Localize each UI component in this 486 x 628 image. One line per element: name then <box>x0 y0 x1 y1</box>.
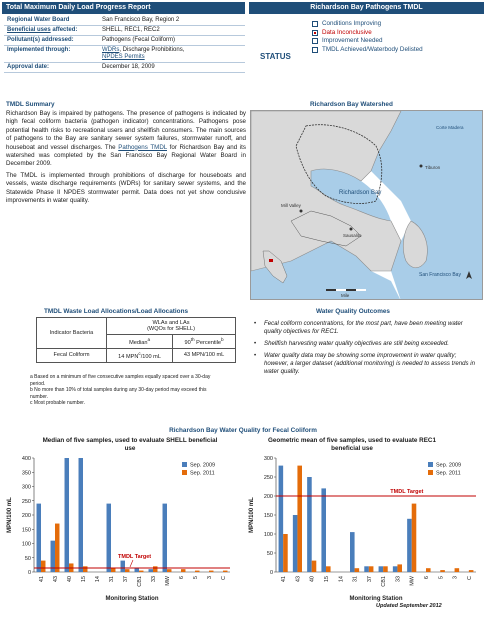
wla-footnotes <box>30 374 220 407</box>
bar-sep2011 <box>41 561 45 572</box>
wla-col-median <box>107 335 173 349</box>
bar-sep2011 <box>297 466 302 572</box>
bar-sep2009 <box>65 458 69 572</box>
wla-indicator-header: Indicator Bacteria <box>37 318 107 349</box>
x-tick-label: 3 <box>452 576 459 580</box>
tmdl-title: Richardson Bay Pathogens TMDL <box>310 4 423 11</box>
x-tick-label: 41 <box>281 576 288 583</box>
bar-sep2009 <box>121 561 125 572</box>
y-tick-label: 50 <box>24 555 31 562</box>
y-tick-label: 200 <box>21 513 31 519</box>
bar-sep2009 <box>364 566 369 572</box>
bar-sep2011 <box>426 568 431 572</box>
y-tick-label: 300 <box>21 484 31 491</box>
y-tick-label: 100 <box>21 541 31 548</box>
scale-label: Mile <box>341 293 350 298</box>
x-tick-label: 37 <box>123 576 129 583</box>
tiburon-dot <box>420 165 423 168</box>
info-value-mid: , Discharge Prohibitions, <box>119 47 185 53</box>
beneficial-uses-link[interactable]: Beneficial uses <box>7 27 51 33</box>
map-svg <box>251 111 483 300</box>
legend-label: Sep. 2011 <box>190 470 215 477</box>
tmdl-target-label: TMDL Target <box>390 489 424 495</box>
status-item <box>312 46 482 55</box>
watershed-map <box>250 110 483 300</box>
bar-sep2009 <box>163 504 167 572</box>
bar-sep2011 <box>153 566 157 572</box>
sausalito-dot <box>350 228 353 231</box>
bar-sep2009 <box>393 566 398 572</box>
rec1-geomean-chart <box>246 452 482 602</box>
y-tick-label: 400 <box>21 456 31 462</box>
info-row <box>4 46 245 63</box>
status-label: STATUS <box>260 52 291 61</box>
info-key: Regional Water Board <box>4 16 99 26</box>
y-axis-label: MPN/100 mL <box>7 497 13 533</box>
x-tick-label: 6 <box>179 576 185 580</box>
info-value: Pathogens (Fecal Coliform) <box>99 36 245 46</box>
legend-label: Sep. 2009 <box>190 462 216 469</box>
wla-header-top <box>107 318 236 335</box>
legend-swatch <box>428 462 433 467</box>
wla-row-label: Fecal Coliform <box>37 348 107 362</box>
report-title-bar <box>2 2 245 14</box>
bar-sep2009 <box>107 504 111 572</box>
y-tick-label: 200 <box>263 494 273 500</box>
bar-sep2009 <box>279 466 284 572</box>
wla-footnote-ref: c <box>138 350 141 356</box>
y-tick-label: 50 <box>266 551 273 557</box>
x-tick-label: 43 <box>53 576 59 583</box>
tmdl-target-label: TMDL Target <box>118 554 152 561</box>
map-label-corte: Corte Madera <box>436 125 464 130</box>
bar-sep2011 <box>55 524 59 572</box>
bar-sep2011 <box>139 571 143 572</box>
bar-sep2009 <box>37 504 41 572</box>
checkbox-icon <box>312 47 318 53</box>
shell-median-chart <box>4 452 236 602</box>
footer-updated: Updated September 2012 <box>376 603 442 609</box>
summary-title: TMDL Summary <box>6 101 55 108</box>
summary-text <box>6 110 246 205</box>
x-tick-label: 37 <box>366 576 373 583</box>
bar-sep2011 <box>195 571 199 572</box>
checked-checkbox-icon <box>312 30 318 36</box>
status-item <box>312 20 482 29</box>
bar-sep2009 <box>307 477 312 572</box>
tmdl-target-pointer <box>130 560 133 567</box>
info-row <box>4 16 245 26</box>
wla-table <box>36 317 236 363</box>
y-tick-label: 250 <box>263 475 273 481</box>
y-tick-label: 150 <box>21 527 31 534</box>
x-tick-label: 14 <box>338 576 345 583</box>
bar-sep2011 <box>223 571 227 572</box>
bar-sep2011 <box>283 534 288 572</box>
map-title: Richardson Bay Watershed <box>310 101 393 108</box>
mill-valley-dot <box>300 210 303 213</box>
info-key: Approval date: <box>4 63 99 73</box>
x-tick-label: 41 <box>39 576 45 583</box>
y-tick-label: 0 <box>27 570 31 576</box>
bar-sep2011 <box>355 568 360 572</box>
info-value: San Francisco Bay, Region 2 <box>99 16 245 26</box>
info-key: Pollutant(s) addressed: <box>4 36 99 46</box>
chart-2-title: Geometric mean of five samples, used to evaluate REC1 beneficial use <box>268 437 436 452</box>
x-tick-label: 3 <box>207 576 213 580</box>
wla-90th-value: 43 MPN/100 mL <box>173 348 236 362</box>
tmdl-title-bar <box>249 2 484 14</box>
x-tick-label: 33 <box>395 576 402 583</box>
wla-title: TMDL Waste Load Allocations/Load Allocations <box>44 308 189 315</box>
x-tick-label: MW <box>165 576 171 586</box>
summary-paragraph: The TMDL is implemented through prohibitions of discharge for houseboats and vessels, waste discharge requirements (WDRs) for sanitary sewer systems, and the Statewide Phase II NPDES stormwater permit. Data does not yet show conclusive improvements in water quality. <box>6 171 246 205</box>
x-tick-label: 14 <box>95 576 101 583</box>
bar-sep2011 <box>369 566 374 572</box>
x-tick-label: C <box>466 576 473 580</box>
report-title: Total Maximum Daily Load Progress Report <box>6 4 151 11</box>
map-label-sf-bay: San Francisco Bay <box>419 272 461 278</box>
wla-median-number: 14 MPN <box>118 353 139 360</box>
wla-median-value <box>107 348 173 362</box>
charts-title: Richardson Bay Water Quality for Fecal Coliform <box>169 427 317 434</box>
bar-sep2009 <box>321 488 326 572</box>
x-tick-label: 6 <box>424 576 430 580</box>
wla-col-median-label: Median <box>129 339 148 346</box>
info-value <box>99 46 245 63</box>
map-label-bay: Richardson Bay <box>339 190 382 196</box>
bar-sep2011 <box>125 569 129 572</box>
y-tick-label: 150 <box>263 513 273 519</box>
info-value: SHELL, REC1, REC2 <box>99 26 245 36</box>
wq-bullet: • Fecal coliform concentrations, for the most part, have been meeting water quality objectives for REC1. <box>254 320 480 336</box>
bar-sep2009 <box>407 519 412 572</box>
info-table <box>4 16 245 73</box>
bar-sep2011 <box>397 564 402 572</box>
wla-ordinal: th <box>190 337 195 342</box>
info-row <box>4 63 245 73</box>
summary-paragraph <box>6 110 246 169</box>
checkbox-icon <box>312 38 318 44</box>
legend-label: Sep. 2009 <box>436 462 462 469</box>
wq-title: Water Quality Outcomes <box>316 308 390 315</box>
bar-sep2009 <box>293 515 298 572</box>
status-item-label: Improvement Needed <box>322 37 383 44</box>
bar-sep2009 <box>350 532 355 572</box>
bar-sep2011 <box>455 568 460 572</box>
status-item <box>312 37 482 46</box>
footnote: c Most probable number. <box>30 400 86 407</box>
y-tick-label: 350 <box>21 470 31 477</box>
bar-sep2011 <box>312 561 317 572</box>
checkbox-icon <box>312 21 318 27</box>
npdes-permits-link[interactable]: NPDES Permits <box>102 54 145 60</box>
bar-sep2011 <box>209 571 213 572</box>
x-tick-label: 31 <box>109 576 115 583</box>
bar-sep2011 <box>383 566 388 572</box>
wq-bullet: • Shellfish harvesting water quality objectives are still being exceeded. <box>254 340 480 348</box>
legend-swatch <box>428 470 433 475</box>
map-label-sausalito: Sausalito <box>343 233 362 238</box>
legend-label: Sep. 2011 <box>436 470 461 477</box>
wla-col-90th-number: 90 <box>184 339 191 346</box>
x-axis-label: Monitoring Station <box>349 596 403 602</box>
legend-swatch <box>182 462 187 467</box>
wla-col-90th <box>173 335 236 349</box>
x-tick-label: MW <box>409 576 416 586</box>
wq-bullets <box>254 320 480 380</box>
bar-sep2009 <box>51 541 55 572</box>
bar-sep2011 <box>440 570 445 572</box>
y-tick-label: 250 <box>21 498 31 505</box>
status-item <box>312 29 482 38</box>
y-tick-label: 100 <box>263 532 273 538</box>
bar-sep2011 <box>326 566 331 572</box>
wla-footnote-ref: b <box>221 337 224 342</box>
wla-col-90th-label: Percentile <box>194 339 222 346</box>
info-row <box>4 36 245 46</box>
summary-text-b: for Richardson Bay and its watershed was completed by the San Francisco Bay Regional Water Board in December 2009. <box>6 143 246 168</box>
x-tick-label: 31 <box>352 576 359 583</box>
bar-sep2011 <box>167 569 171 572</box>
x-tick-label: 43 <box>295 576 302 583</box>
footnote: a Based on a minimum of five consecutive samples equally spaced over a 30-day period. <box>30 374 211 387</box>
footnote: b No more than 10% of total samples during any 30-day period may exceed this number. <box>30 387 207 400</box>
x-tick-label: C <box>221 576 227 580</box>
x-tick-label: 15 <box>81 576 87 583</box>
wla-header-top-line2: (WQOs for SHELL) <box>147 326 195 332</box>
info-key-rest: affected: <box>50 27 78 33</box>
status-list <box>312 20 482 54</box>
map-label-tiburon: Tiburon <box>425 165 441 170</box>
x-tick-label: CB1 <box>381 576 388 587</box>
bar-sep2011 <box>469 570 474 572</box>
x-tick-label: 40 <box>67 576 73 583</box>
x-tick-label: 5 <box>438 576 445 580</box>
legend-swatch <box>182 470 187 475</box>
y-tick-label: 300 <box>263 456 273 462</box>
info-key: Implemented through: <box>4 46 99 63</box>
x-tick-label: 15 <box>324 576 330 583</box>
wla-footnote-ref: a <box>147 337 151 342</box>
bar-sep2011 <box>83 566 87 572</box>
status-item-label: Data Inconclusive <box>322 28 372 36</box>
status-item-label: Conditions Improving <box>322 20 382 27</box>
x-tick-label: CB1 <box>137 576 143 587</box>
chart-1-title: Median of five samples, used to evaluate SHELL beneficial use <box>42 437 218 452</box>
pathogens-tmdl-link[interactable]: Pathogens TMDL <box>118 143 167 151</box>
wq-bullet: • Water quality data may be showing some improvement in water quality; however, a larger dataset (additional monitoring) is needed to assess trends in water quality. <box>254 352 480 376</box>
x-axis-label: Monitoring Station <box>105 596 159 602</box>
y-tick-label: 0 <box>269 570 273 576</box>
summary-text-a: Richardson Bay is impaired by pathogens. The presence of pathogens is indicated by high fecal coliform bacteria (pathogen indicator) concentrations. Pathogens pose potential health risks to recreational users and shellfish consumers. The main sources of pathogens to the Bay are sanitary sewer system failures, stormwater runoff, and houseboat and vessel discharges. The <box>6 110 246 151</box>
x-tick-label: 40 <box>309 576 316 583</box>
bar-sep2009 <box>379 566 384 572</box>
status-item-label: TMDL Achieved/Waterbody Delisted <box>322 45 423 53</box>
info-key <box>4 26 99 36</box>
bar-sep2011 <box>181 569 185 572</box>
info-value: December 18, 2009 <box>99 63 245 73</box>
y-axis-label: MPN/100 mL <box>249 497 255 533</box>
wdrs-link[interactable]: WDRs <box>102 47 120 53</box>
wla-header-top-line1: WLAs and LAs <box>152 320 190 326</box>
bar-sep2009 <box>149 569 153 572</box>
wla-median-unit: /100 mL <box>140 353 161 360</box>
info-row <box>4 26 245 36</box>
x-tick-label: 5 <box>193 576 199 580</box>
map-label-mill-valley: Mill Valley <box>281 203 301 208</box>
bar-sep2009 <box>79 458 83 572</box>
bar-sep2011 <box>412 504 417 572</box>
x-tick-label: 33 <box>151 576 157 583</box>
